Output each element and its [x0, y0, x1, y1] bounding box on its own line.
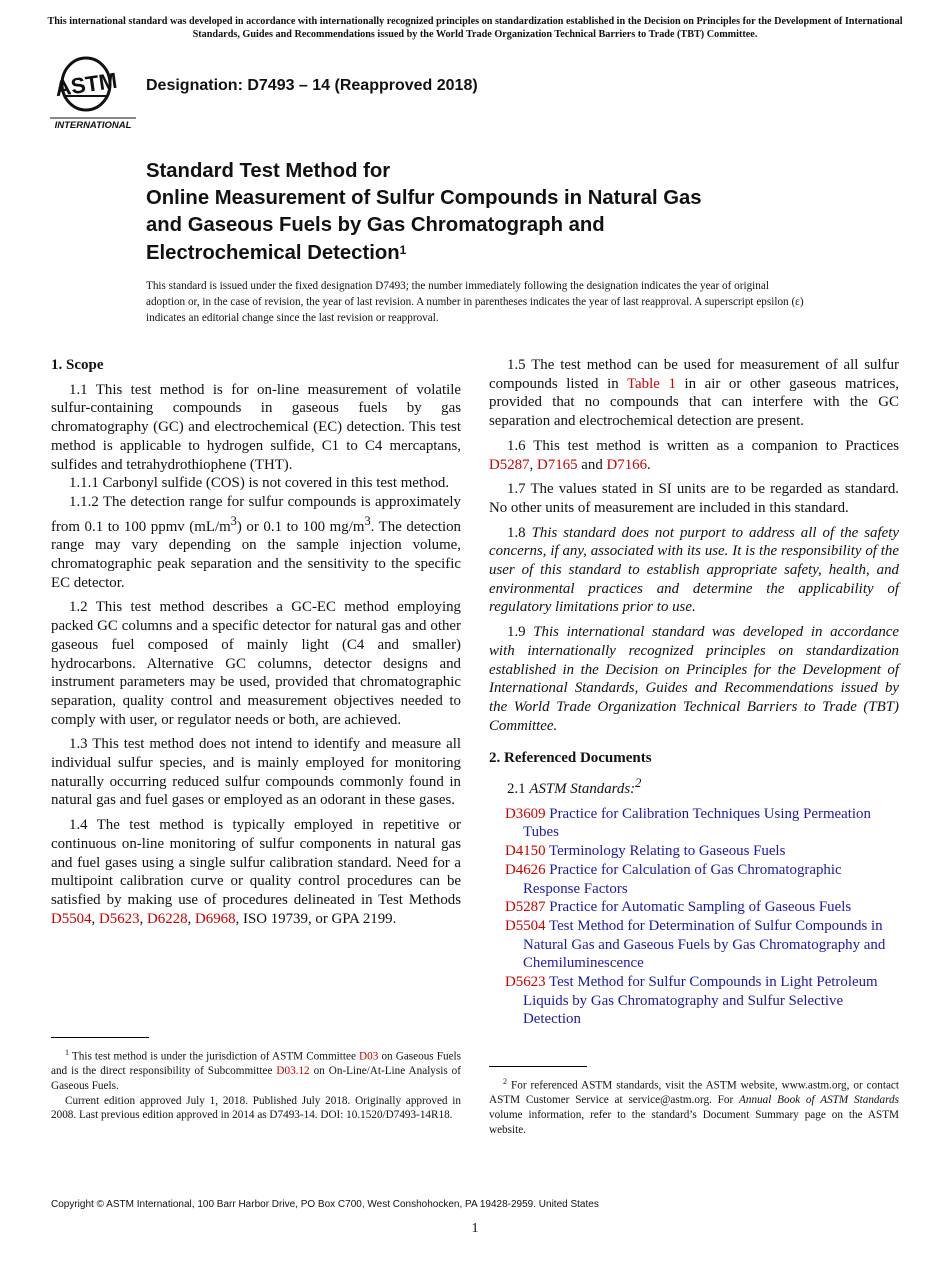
- footnote-2-para: [489, 1075, 899, 1137]
- issue-note: This standard is issued under the fixed designation D7493; the number immediately following the designation indicates the year of original adoption or, in the case of revision, the year of last revision. A number in parentheses indicates the year of last reapproval. A superscript epsilon (ε) indicates an editorial change since the last revision or reapproval.: [146, 280, 804, 324]
- reference-code[interactable]: D5623: [505, 974, 546, 991]
- reference-title[interactable]: Test Method for Sulfur Compounds in Light Petroleum Liquids by Gas Chromatography and Sulfur Selective Detection: [523, 974, 878, 1028]
- copyright-notice: Copyright © ASTM International, 100 Barr Harbor Drive, PO Box C700, West Conshohocken, PA 19428-2959. United States: [51, 1199, 599, 1210]
- para-1-1-2: [51, 493, 461, 592]
- designation: Designation: D7493 – 14 (Reapproved 2018): [146, 77, 478, 94]
- reference-item[interactable]: [489, 861, 899, 898]
- superscript: 3: [364, 513, 371, 528]
- para-1-1-2-text-b: ) or 0.1 to 100 mg/m: [236, 518, 365, 535]
- para-1-6: 1.6 This test method is written as a companion to Practices D5287, D7165 and D7166.: [489, 437, 899, 473]
- footnote-2-text-a: For referenced ASTM standards, visit the ASTM website, www.astm.org, or contact ASTM Customer Service at service@astm.org. For: [489, 1079, 899, 1107]
- right-column: [489, 356, 899, 1029]
- para-1-3: 1.3 This test method does not intend to identify and measure all individual sulfur species, and is mainly employed for monitoring naturally occurring reduced sulfur compounds commonly found in natural gas and fuel gases or employed as an odorant in these gases.: [51, 736, 461, 809]
- link-d7166[interactable]: D7166: [606, 456, 648, 473]
- para-2-1-footnote-mark: 2: [635, 776, 642, 791]
- para-2-1-number: 2.1: [507, 781, 530, 798]
- para-1-5: [489, 356, 899, 431]
- footnote-rule-right: [489, 1066, 587, 1067]
- reference-title[interactable]: Terminology Relating to Gaseous Fuels: [549, 843, 786, 860]
- reference-code[interactable]: D4626: [505, 861, 546, 878]
- para-1-8-number: 1.8: [507, 524, 532, 541]
- footnote-1-text-a: This test method is under the jurisdiction of ASTM Committee: [69, 1050, 360, 1063]
- para-1-8: [489, 524, 899, 618]
- reference-title[interactable]: Test Method for Determination of Sulfur Compounds in Natural Gas and Gaseous Fuels by Gas Chromatography and Chemiluminescence: [523, 917, 886, 972]
- footnote-1-text-b: on Gaseous Fuels and is the direct responsibility of Subcommittee: [51, 1050, 461, 1078]
- para-1-9-text: This international standard was developed in accordance with internationally recognized principles on standardization established in the Decision on Principles for the Development of International Standards, Guides and Recommendations issued by the World Trade Organization Technical Barriers to Trade (TBT) Committee.: [489, 624, 899, 734]
- reference-list: [489, 805, 899, 1029]
- para-1-5-text-a: 1.5 The test method can be used for measurement of all sulfur compounds listed in: [489, 357, 899, 392]
- para-2-1: [489, 774, 899, 799]
- footnote-2: [489, 1075, 899, 1137]
- para-1-6-and: and: [577, 456, 607, 473]
- title-line-4-text: Electrochemical Detection: [146, 241, 400, 264]
- reference-title[interactable]: Practice for Automatic Sampling of Gaseous Fuels: [549, 899, 852, 916]
- reference-item[interactable]: [489, 898, 899, 917]
- reference-item[interactable]: [489, 805, 899, 842]
- title-line-4: [146, 240, 702, 267]
- astm-logo-graphic: [50, 56, 136, 132]
- link-d03[interactable]: D03: [359, 1050, 379, 1063]
- reference-code[interactable]: D4150: [505, 843, 546, 860]
- reference-code[interactable]: D3609: [505, 805, 546, 822]
- para-1-1-1: 1.1.1 Carbonyl sulfide (COS) is not covered in this test method.: [69, 475, 450, 492]
- para-1-9-number: 1.9: [507, 624, 534, 641]
- footnote-1-para-1: [51, 1046, 461, 1094]
- link-table-1[interactable]: Table 1: [627, 375, 676, 392]
- title-line-2: Online Measurement of Sulfur Compounds in Natural Gas: [146, 187, 702, 210]
- para-1-4-text-end: ISO 19739, or GPA 2199.: [243, 910, 397, 927]
- reference-code[interactable]: D5287: [505, 899, 546, 916]
- footnote-1-mark: 1: [65, 1048, 69, 1057]
- footnote-1: [51, 1046, 461, 1123]
- footnote-2-text-b: volume information, refer to the standard’s Document Summary page on the ASTM website.: [489, 1108, 899, 1136]
- footnote-1-text-c: on On-Line/At-Line Analysis of Gaseous Fuels.: [51, 1065, 461, 1092]
- page-number: 1: [471, 1221, 479, 1236]
- para-1-4: 1.4 The test method is typically employed in repetitive or continuous on-line monitoring of sulfur components in natural gas and fuel gases using a single sulfur calibration standard. Need for a multipoint calibration curve or quality control procedures can be satisfied by making use of procedures delineated in Test Methods D5504, D5623, D6228, D6968, ISO 19739, or GPA 2199.: [51, 817, 461, 927]
- document-title: [146, 158, 702, 267]
- link-d5287[interactable]: D5287: [489, 456, 530, 473]
- link-d6228[interactable]: D6228: [147, 910, 188, 927]
- para-1-8-text: This standard does not purport to address all of the safety concerns, if any, associated with its use. It is the responsibility of the user of this standard to establish appropriate safety, health, and environmental practices and determine the applicability of regulatory limitations prior to use.: [489, 524, 899, 616]
- footnote-2-italic: Annual Book of ASTM Standards: [739, 1094, 899, 1107]
- para-1-7: 1.7 The values stated in SI units are to be regarded as standard. No other units of measurement are included in this standard.: [489, 481, 899, 516]
- title-footnote-mark: 1: [399, 242, 407, 257]
- para-1-6-text: 1.6 This test method is written as a companion to Practices: [507, 437, 899, 454]
- link-d6968[interactable]: D6968: [195, 910, 236, 927]
- reference-code[interactable]: D5504: [505, 917, 546, 934]
- reference-item[interactable]: [489, 917, 899, 973]
- footnote-rule-left: [51, 1037, 149, 1038]
- para-1-1-2-text-c: . The detection range may vary depending on the sample injection volume, chromatographic peak separation and the sensitivity to the specific EC detector.: [51, 518, 461, 591]
- reference-item[interactable]: [489, 973, 899, 1029]
- para-1-5-text-b: in air or other gaseous matrices, provided that no compounds that can interfere with the GC separation and electrochemical detection are present.: [489, 375, 899, 430]
- link-d7165[interactable]: D7165: [537, 456, 578, 473]
- footnote-1-para-2: Current edition approved July 1, 2018. Published July 2018. Originally approved in 2008. Last previous edition approved in 2014 as D7493-14. DOI: 10.1520/D7493-14R18.: [51, 1094, 461, 1122]
- para-1-1: 1.1 This test method is for on-line measurement of volatile sulfur-containing compounds in gaseous fuels by gas chromatography (GC) and electrochemical (EC) detection. This test method is applicable to hydrogen sulfide, C1 to C4 mercaptans, sulfides and tetrahydrothiophene (THT).: [51, 381, 461, 473]
- superscript: 3: [230, 513, 237, 528]
- svg-text:ASTM: ASTM: [53, 67, 119, 102]
- link-d5504[interactable]: D5504: [51, 910, 92, 927]
- para-1-2: 1.2 This test method describes a GC-EC method employing packed GC columns and a specific detector for natural gas and other gaseous fuel composed of mainly light (C4 and smaller) hydrocarbons. Alternative GC columns, detector designs and instrument parameters may be used, provided that chromatographic separation, quality control and measurement objectives needed to comply with user, or regulator needs or both, are achieved.: [51, 599, 461, 728]
- reference-title[interactable]: Practice for Calculation of Gas Chromatographic Response Factors: [523, 861, 842, 897]
- para-1-1-2-text-a: 1.1.2 The detection range for sulfur compounds is approximately from 0.1 to 100 ppmv (mL/m: [51, 493, 461, 535]
- link-d03-12[interactable]: D03.12: [276, 1065, 310, 1078]
- title-line-1: Standard Test Method for: [146, 160, 391, 182]
- title-line-3: and Gaseous Fuels by Gas Chromatograph and: [146, 214, 605, 237]
- left-column: [51, 356, 461, 934]
- section-1-heading: 1. Scope: [51, 357, 104, 373]
- wto-notice: This international standard was developed in accordance with internationally recognized principles on standardization established in the Decision on Principles for the Development of International Standards, Guides and Recommendations issued by the World Trade Organization Technical Barriers to Trade (TBT) Committee.: [47, 16, 903, 40]
- astm-logo: [50, 56, 136, 132]
- footnote-2-mark: 2: [503, 1077, 507, 1086]
- para-1-4-text: 1.4 The test method is typically employed in repetitive or continuous on-line monitoring of sulfur components in natural gas and fuel gases using a single sulfur calibration standard. Need for a multipoint calibration curve or quality control procedures can be satisfied by making use of procedures delineated in Test Methods: [51, 817, 461, 908]
- link-d5623[interactable]: D5623: [99, 910, 140, 927]
- reference-item[interactable]: [489, 842, 899, 861]
- svg-text:INTERNATIONAL: INTERNATIONAL: [54, 120, 132, 131]
- para-2-1-text: ASTM Standards:: [529, 781, 636, 798]
- reference-title[interactable]: Practice for Calibration Techniques Using Permeation Tubes: [523, 805, 871, 841]
- para-1-9: [489, 623, 899, 735]
- section-2-heading: 2. Referenced Documents: [489, 750, 652, 767]
